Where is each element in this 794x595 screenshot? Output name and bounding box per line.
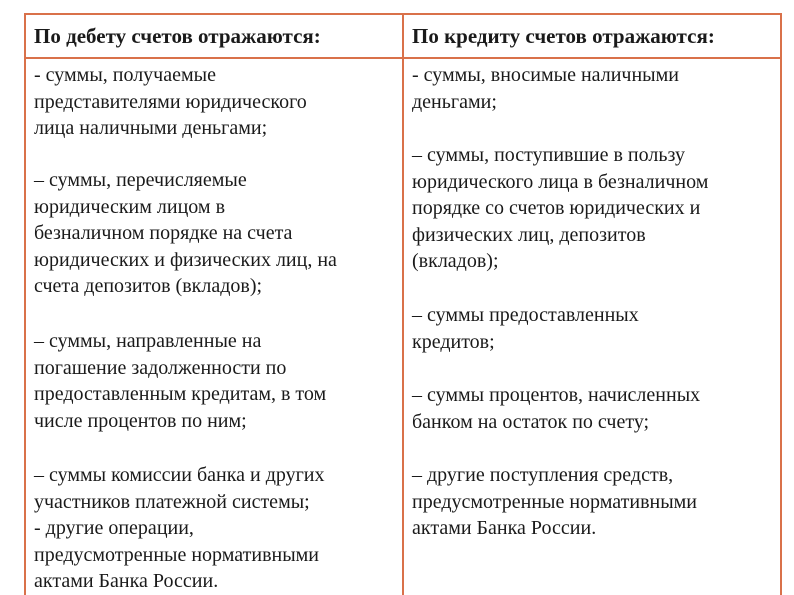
debit-item-transfers: – суммы, перечисляемые юридическим лицом в безналичном порядке на счета юридических и физических лиц, на счета депозитов (вкладов); xyxy=(34,169,337,297)
credit-item-incoming-transfers: – суммы, поступившие в пользу юридического лица в безналичном порядке со счетов юридических и физических лиц, депозитов (вкладов); xyxy=(412,144,709,272)
credit-item-interest: – суммы процентов, начисленных банком на остаток по счету; xyxy=(412,384,701,433)
debit-item-cash-received: - суммы, получаемые представителями юридического лица наличными деньгами; xyxy=(34,64,307,139)
credit-item-cash-deposits: - суммы, вносимые наличными деньгами; xyxy=(412,64,679,113)
header-divider xyxy=(26,57,780,59)
credit-item-loans-granted: – суммы предоставленных кредитов; xyxy=(412,304,639,353)
credit-header: По кредиту счетов отражаются: xyxy=(412,24,715,48)
accounting-table xyxy=(24,13,782,595)
credit-item-other-receipts: – другие поступления средств, предусмотренные нормативными актами Банка России. xyxy=(412,464,698,539)
debit-item-loan-repayment: – суммы, направленные на погашение задолженности по предоставленным кредитам, в том числе процентов по ним; xyxy=(34,330,327,432)
debit-item-commissions-other: – суммы комиссии банка и других участников платежной системы; - другие операции, предусмотренные нормативными актами Банка России. xyxy=(34,464,325,592)
debit-header: По дебету счетов отражаются: xyxy=(34,24,321,48)
column-divider xyxy=(402,15,404,595)
